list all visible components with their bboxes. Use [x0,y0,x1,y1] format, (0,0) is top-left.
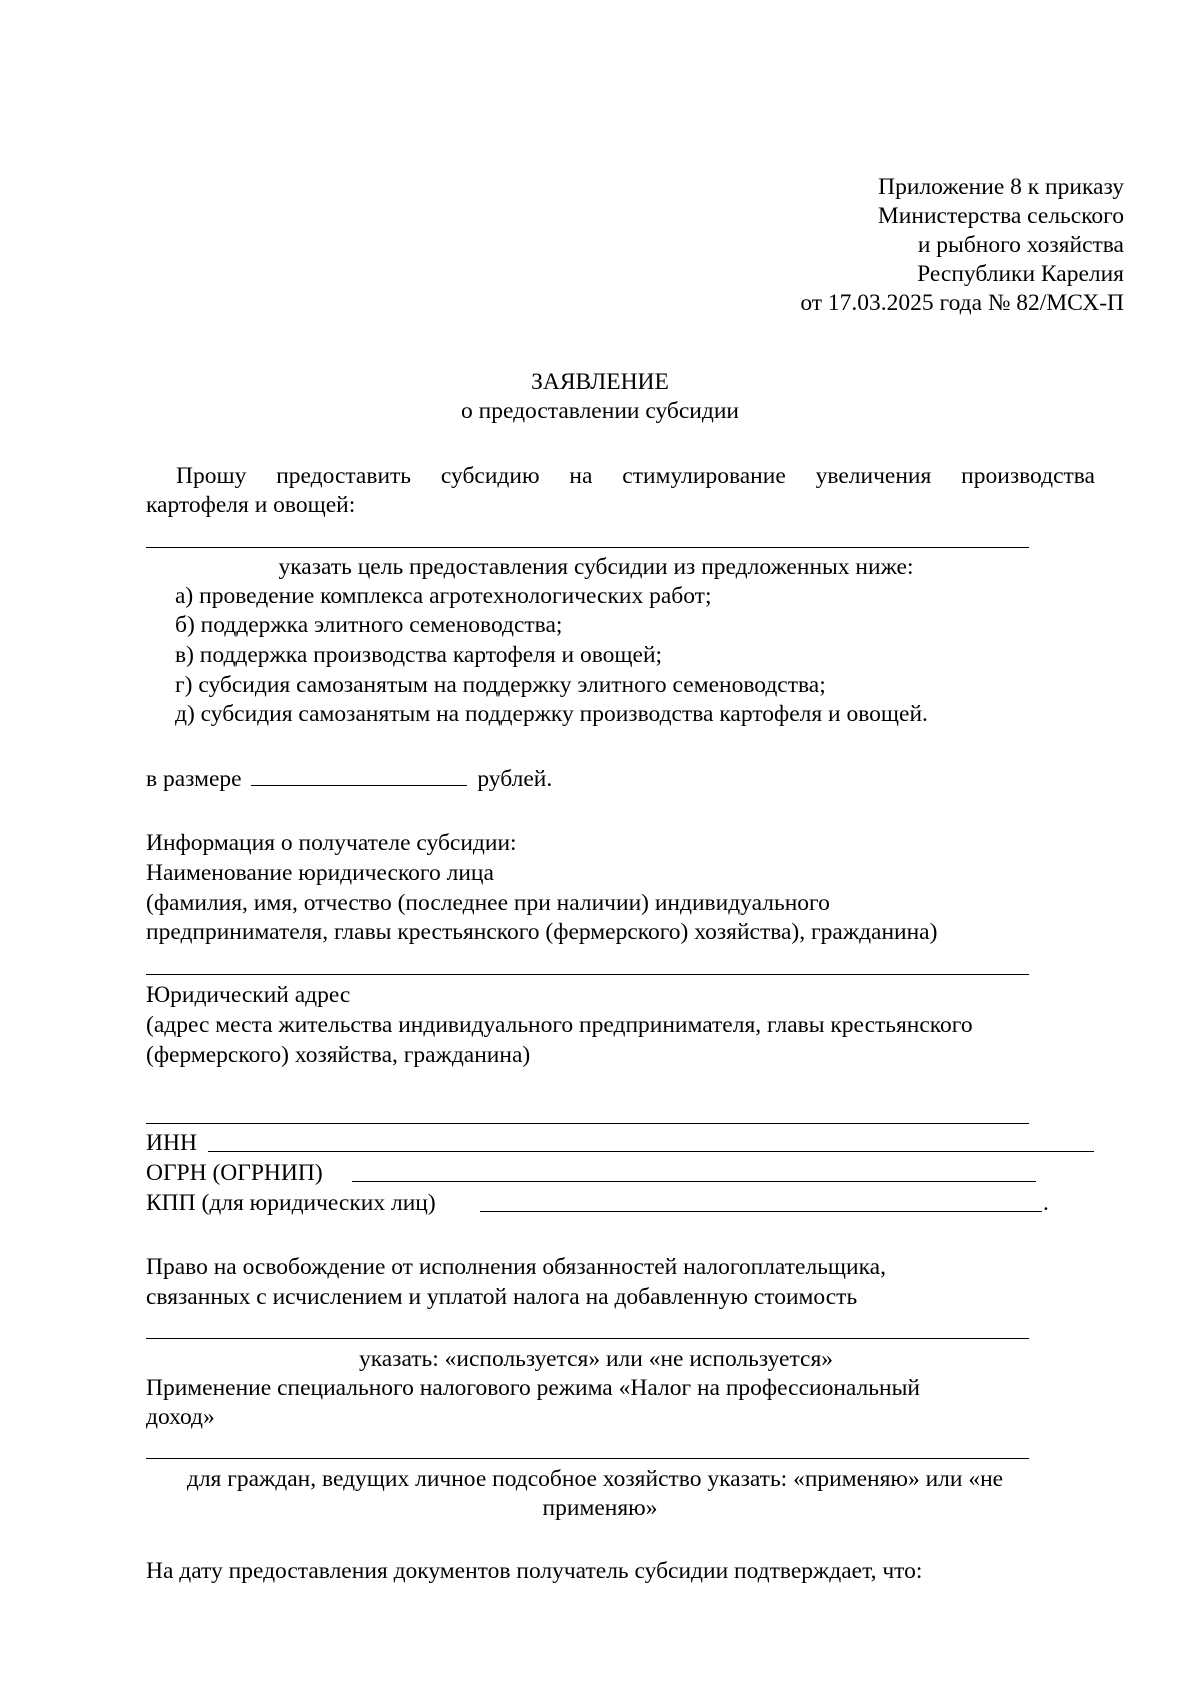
recipient-name-field[interactable] [146,974,1029,975]
header-line-1: Приложение 8 к приказу [878,174,1124,200]
purpose-option-b: б) поддержка элитного семеноводства; [175,612,563,638]
recipient-name-note-2: предпринимателя, главы крестьянского (фермерского) хозяйства), гражданина) [146,919,938,945]
kpp-end-period: . [1043,1190,1049,1216]
vat-line-1: Право на освобождение от исполнения обязанностей налогоплательщика, [146,1254,886,1280]
npd-line-2: доход» [146,1404,215,1430]
header-line-3: и рыбного хозяйства [917,232,1124,258]
request-line-2: картофеля и овощей: [146,492,356,518]
header-line-4: Республики Карелия [917,261,1124,287]
inn-field[interactable] [208,1151,1094,1152]
confirmation-text: На дату предоставления документов получатель субсидии подтверждает, что: [146,1558,923,1584]
npd-hint-1: для граждан, ведущих личное подсобное хозяйство указать: «применяю» или «не [186,1466,1004,1492]
inn-label: ИНН [146,1130,197,1156]
vat-line-2: связанных с исчислением и уплатой налога на добавленную стоимость [146,1284,858,1310]
npd-hint-2: применяю» [542,1495,658,1521]
recipient-address-note-2: (фермерского) хозяйства, гражданина) [146,1042,531,1068]
amount-prefix: в размере [146,766,242,792]
request-word: Прошу [176,463,247,489]
recipient-name-label: Наименование юридического лица [146,860,494,886]
amount-suffix: рублей. [477,766,553,792]
npd-line-1: Применение специального налогового режима «Налог на профессиональный [146,1375,920,1401]
amount-field[interactable] [251,763,467,786]
request-line-1 [176,461,1095,491]
request-word: стимулирование [622,463,786,489]
purpose-option-d: г) субсидия самозанятым на поддержку элитного семеноводства; [175,672,826,698]
amount-line [146,763,552,794]
vat-field[interactable] [146,1338,1029,1339]
purpose-option-e: д) субсидия самозанятым на поддержку производства картофеля и овощей. [175,701,928,727]
request-word: предоставить [276,463,412,489]
recipient-address-label: Юридический адрес [146,982,351,1008]
kpp-label: КПП (для юридических лиц) [146,1190,436,1216]
purpose-fill-line[interactable] [146,547,1029,548]
request-word: субсидию [440,463,540,489]
kpp-field[interactable] [480,1211,1042,1212]
purpose-option-a: а) проведение комплекса агротехнологических работ; [175,583,712,609]
request-word: производства [961,463,1095,489]
recipient-heading: Информация о получателе субсидии: [146,830,517,856]
document-subtitle: о предоставлении субсидии [461,398,739,424]
recipient-address-note-1: (адрес места жительства индивидуального предпринимателя, главы крестьянского [146,1012,973,1038]
header-line-2: Министерства сельского [877,203,1124,229]
request-word: увеличения [815,463,932,489]
ogrn-field[interactable] [352,1181,1036,1182]
recipient-address-field[interactable] [146,1123,1029,1124]
npd-field[interactable] [146,1458,1029,1459]
header-line-5: от 17.03.2025 года № 82/МСХ-П [800,290,1124,316]
recipient-name-note-1: (фамилия, имя, отчество (последнее при наличии) индивидуального [146,890,830,916]
purpose-hint: указать цель предоставления субсидии из предложенных ниже: [278,554,914,580]
purpose-option-c: в) поддержка производства картофеля и овощей; [175,642,663,668]
vat-hint: указать: «используется» или «не используется» [358,1346,834,1372]
document-title: ЗАЯВЛЕНИЕ [531,369,669,395]
ogrn-label: ОГРН (ОГРНИП) [146,1160,323,1186]
request-word: на [569,463,593,489]
